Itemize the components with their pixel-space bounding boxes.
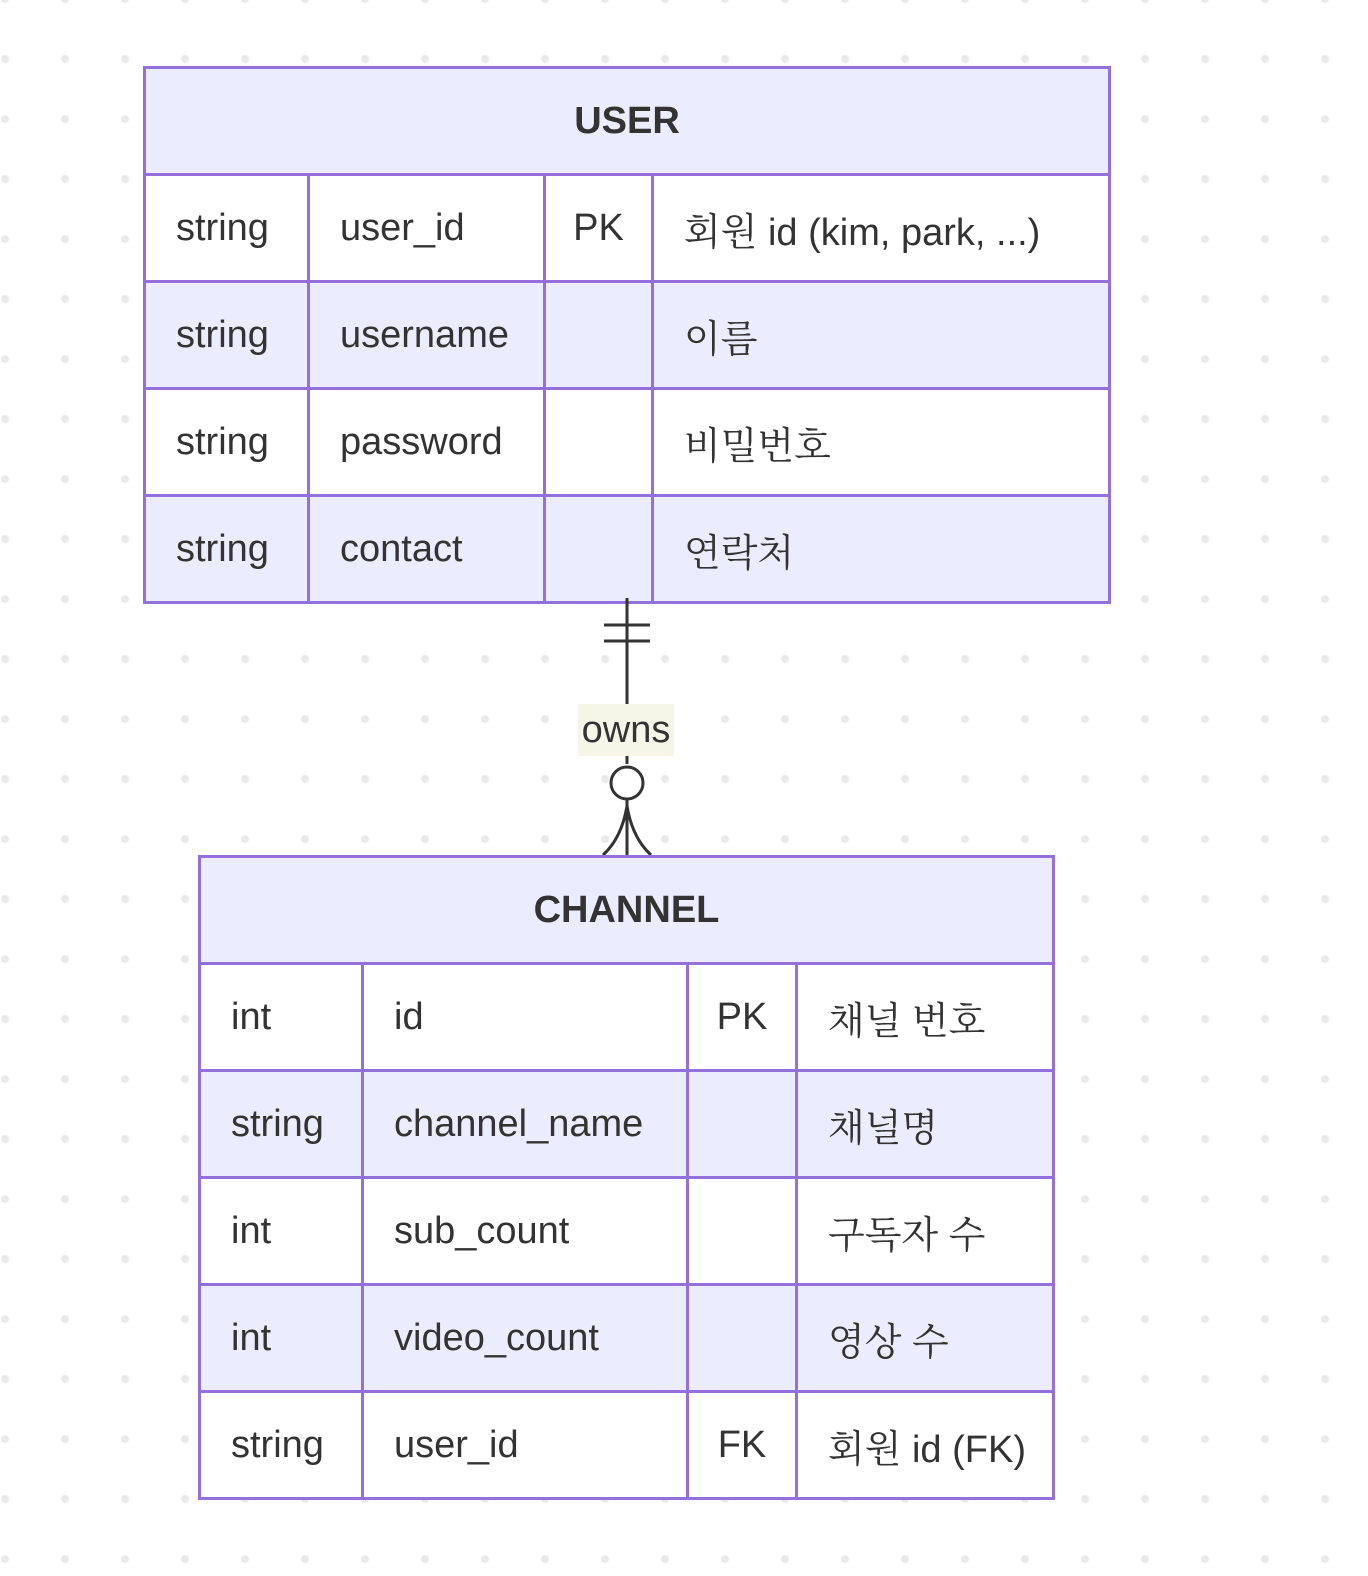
attribute-row-video-count <box>201 1283 1052 1390</box>
attr-comment-cell: 연락처 <box>684 532 795 575</box>
attr-key-cell: PK <box>546 176 654 280</box>
attribute-row-username <box>146 280 1108 387</box>
attr-name-cell: id <box>364 965 689 1069</box>
attr-type-cell: int <box>201 1286 364 1390</box>
entity-channel <box>198 855 1055 1500</box>
attr-key-cell <box>546 497 654 601</box>
attr-comment-cell: 구독자 수 <box>828 1214 986 1257</box>
attr-type-cell: string <box>146 497 310 601</box>
attr-name-cell: sub_count <box>364 1179 689 1283</box>
attr-type-cell: string <box>201 1393 364 1497</box>
attr-key-cell <box>689 1179 798 1283</box>
attr-type-cell: string <box>201 1072 364 1176</box>
attr-comment-cell: 이름 <box>684 318 758 361</box>
entity-channel-header <box>201 858 1052 962</box>
attr-key-cell: PK <box>689 965 798 1069</box>
entity-channel-title: CHANNEL <box>533 888 720 931</box>
attr-type-cell: string <box>146 390 310 494</box>
attr-comment-cell: 채널명 <box>828 1107 939 1150</box>
attr-key-cell <box>689 1286 798 1390</box>
attribute-row-fk-user-id <box>201 1390 1052 1497</box>
zero-cardinality-circle <box>611 767 643 799</box>
attr-type-cell: string <box>146 176 310 280</box>
attr-comment-cell: 회원 id (FK) <box>828 1428 1026 1471</box>
attr-name-cell: contact <box>310 497 546 601</box>
attr-key-cell <box>546 283 654 387</box>
relationship-label: owns <box>578 704 674 756</box>
attr-name-cell: username <box>310 283 546 387</box>
attribute-row-user-id <box>146 173 1108 280</box>
entity-user-header <box>146 69 1108 173</box>
attribute-row-id <box>201 962 1052 1069</box>
attribute-row-contact <box>146 494 1108 601</box>
attr-comment-cell: 영상 수 <box>828 1321 949 1364</box>
attr-comment-cell: 회원 id (kim, park, ...) <box>684 211 1041 254</box>
attr-name-cell: video_count <box>364 1286 689 1390</box>
attribute-row-sub-count <box>201 1176 1052 1283</box>
attr-name-cell: channel_name <box>364 1072 689 1176</box>
entity-user-title: USER <box>574 99 680 142</box>
attr-key-cell: FK <box>689 1393 798 1497</box>
attr-comment-cell: 비밀번호 <box>684 425 831 468</box>
entity-user <box>143 66 1111 604</box>
attr-comment-cell: 채널 번호 <box>828 1000 986 1043</box>
attr-name-cell: password <box>310 390 546 494</box>
attribute-row-channel-name <box>201 1069 1052 1176</box>
attr-type-cell: int <box>201 965 364 1069</box>
attr-key-cell <box>689 1072 798 1176</box>
attribute-row-password <box>146 387 1108 494</box>
attr-name-cell: user_id <box>310 176 546 280</box>
many-crowfoot-marker <box>603 799 651 855</box>
attr-name-cell: user_id <box>364 1393 689 1497</box>
attr-type-cell: string <box>146 283 310 387</box>
attr-type-cell: int <box>201 1179 364 1283</box>
attr-key-cell <box>546 390 654 494</box>
